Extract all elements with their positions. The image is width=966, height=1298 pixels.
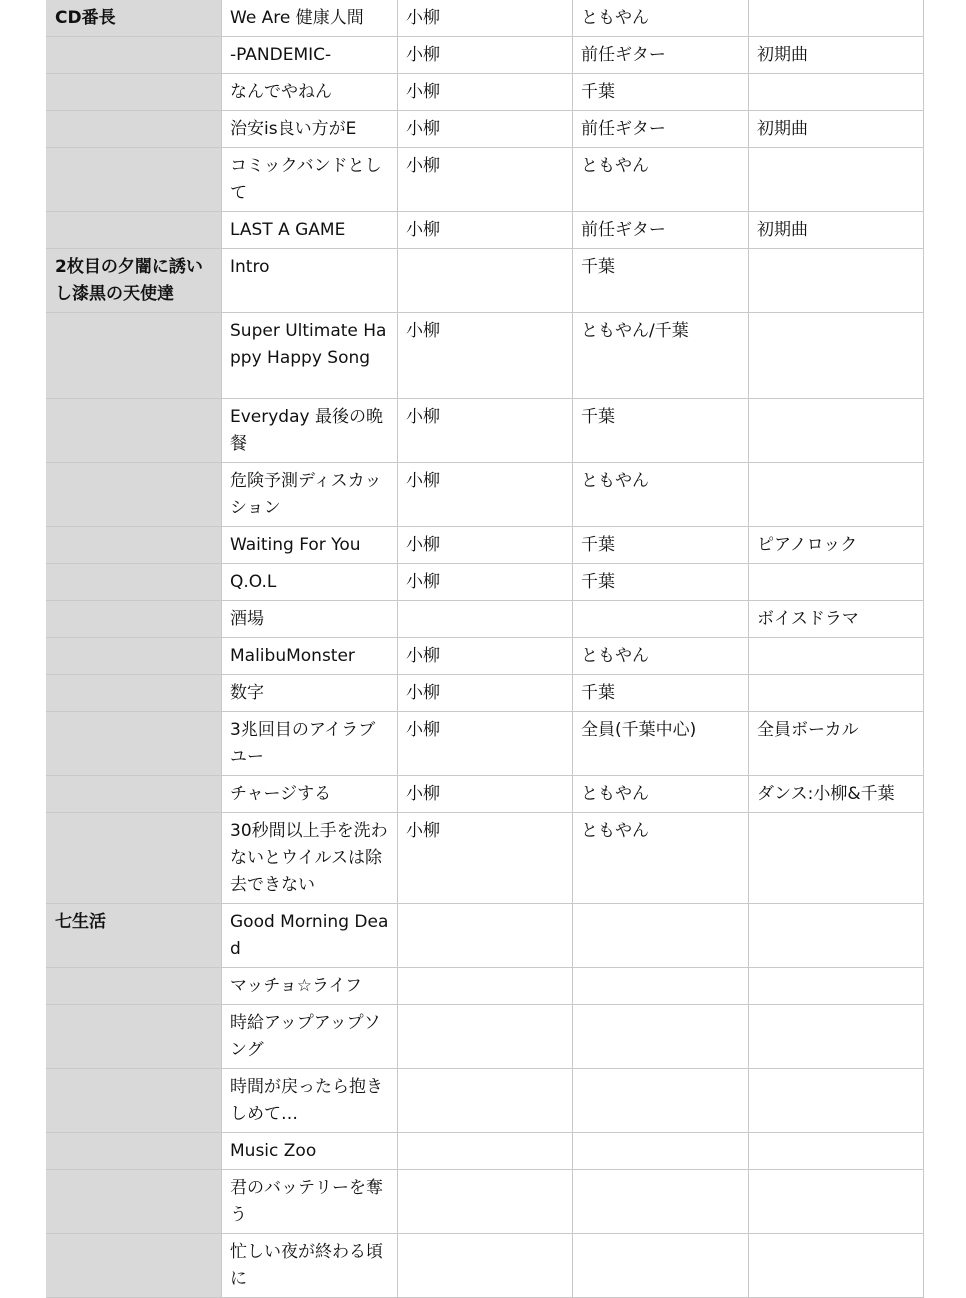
title-cell: Super Ultimate Happy Happy Song [222,313,398,399]
lyrics-cell: 小柳 [398,399,573,463]
table-row [47,463,924,527]
lyrics-cell: 小柳 [398,527,573,564]
lyrics-cell: 小柳 [398,313,573,399]
album-cell [47,74,222,111]
title-cell: Intro [222,249,398,313]
composer-cell: 千葉 [573,399,749,463]
table-row [47,148,924,212]
title-cell: 忙しい夜が終わる頃に [222,1234,398,1298]
note-cell [749,564,924,601]
note-cell [749,1133,924,1170]
note-cell [749,1170,924,1234]
album-cell [47,601,222,638]
composer-cell [573,1170,749,1234]
note-cell: 初期曲 [749,37,924,74]
table-row [47,712,924,776]
title-cell: チャージする [222,776,398,813]
lyrics-cell: 小柳 [398,37,573,74]
title-cell: なんでやねん [222,74,398,111]
album-cell [47,638,222,675]
note-cell [749,0,924,37]
note-cell [749,675,924,712]
table-row [47,313,924,399]
album-cell [47,1005,222,1069]
lyrics-cell [398,1170,573,1234]
table-row [47,249,924,313]
lyrics-cell [398,1005,573,1069]
table-row [47,399,924,463]
composer-cell: ともやん [573,463,749,527]
note-cell: ボイスドラマ [749,601,924,638]
title-cell: 危険予測ディスカッション [222,463,398,527]
title-cell: 数字 [222,675,398,712]
lyrics-cell: 小柳 [398,0,573,37]
table-row [47,776,924,813]
title-cell: Q.O.L [222,564,398,601]
title-cell: Waiting For You [222,527,398,564]
note-cell [749,904,924,968]
title-cell: 30秒間以上手を洗わないとウイルスは除去できない [222,813,398,904]
lyrics-cell: 小柳 [398,111,573,148]
note-cell [749,399,924,463]
album-cell [47,1234,222,1298]
album-cell: 2枚目の夕闇に誘いし漆黒の天使達 [47,249,222,313]
album-cell [47,712,222,776]
composer-cell: ともやん/千葉 [573,313,749,399]
title-cell: 3兆回目のアイラブユー [222,712,398,776]
lyrics-cell: 小柳 [398,564,573,601]
lyrics-cell [398,249,573,313]
note-cell: 初期曲 [749,212,924,249]
title-cell: 君のバッテリーを奪う [222,1170,398,1234]
composer-cell: ともやん [573,148,749,212]
table-row [47,904,924,968]
album-cell [47,813,222,904]
composer-cell: 千葉 [573,74,749,111]
table-row [47,1069,924,1133]
lyrics-cell: 小柳 [398,74,573,111]
note-cell: 全員ボーカル [749,712,924,776]
note-cell [749,313,924,399]
lyrics-cell [398,904,573,968]
note-cell [749,148,924,212]
composer-cell [573,1005,749,1069]
composer-cell [573,1069,749,1133]
album-cell [47,212,222,249]
song-table [46,0,924,1298]
album-cell [47,527,222,564]
lyrics-cell [398,1069,573,1133]
note-cell: ピアノロック [749,527,924,564]
composer-cell: ともやん [573,0,749,37]
lyrics-cell: 小柳 [398,148,573,212]
table-row [47,0,924,37]
album-cell [47,148,222,212]
table-row [47,1234,924,1298]
album-cell [47,968,222,1005]
note-cell [749,813,924,904]
composer-cell: 千葉 [573,527,749,564]
lyrics-cell [398,968,573,1005]
lyrics-cell: 小柳 [398,463,573,527]
lyrics-cell: 小柳 [398,813,573,904]
album-cell [47,564,222,601]
note-cell [749,463,924,527]
table-row [47,111,924,148]
album-cell: 七生活 [47,904,222,968]
lyrics-cell: 小柳 [398,675,573,712]
title-cell: 治安is良い方がE [222,111,398,148]
title-cell: Everyday 最後の晩餐 [222,399,398,463]
title-cell: MalibuMonster [222,638,398,675]
title-cell: LAST A GAME [222,212,398,249]
lyrics-cell: 小柳 [398,638,573,675]
table-row [47,74,924,111]
table-row [47,813,924,904]
table-row [47,1133,924,1170]
table-row [47,212,924,249]
title-cell: 時給アップアップソング [222,1005,398,1069]
table-row [47,37,924,74]
lyrics-cell: 小柳 [398,776,573,813]
title-cell: Music Zoo [222,1133,398,1170]
table-row [47,675,924,712]
title-cell: コミックバンドとして [222,148,398,212]
table-row [47,1005,924,1069]
composer-cell [573,968,749,1005]
composer-cell: ともやん [573,776,749,813]
note-cell [749,249,924,313]
song-table-body [47,0,924,1298]
album-cell: CD番長 [47,0,222,37]
composer-cell [573,1133,749,1170]
title-cell: 酒場 [222,601,398,638]
table-row [47,638,924,675]
title-cell: 時間が戻ったら抱きしめて… [222,1069,398,1133]
note-cell [749,968,924,1005]
composer-cell [573,601,749,638]
title-cell: We Are 健康人間 [222,0,398,37]
table-row [47,968,924,1005]
title-cell: マッチョ☆ライフ [222,968,398,1005]
composer-cell: 全員(千葉中心) [573,712,749,776]
title-cell: -PANDEMIC- [222,37,398,74]
album-cell [47,776,222,813]
note-cell [749,638,924,675]
composer-cell [573,1234,749,1298]
table-row [47,601,924,638]
album-cell [47,37,222,74]
album-cell [47,463,222,527]
note-cell [749,1234,924,1298]
album-cell [47,313,222,399]
album-cell [47,1170,222,1234]
composer-cell: ともやん [573,813,749,904]
composer-cell: 千葉 [573,249,749,313]
composer-cell: 前任ギター [573,111,749,148]
table-row [47,564,924,601]
album-cell [47,675,222,712]
album-cell [47,399,222,463]
lyrics-cell [398,1234,573,1298]
lyrics-cell [398,1133,573,1170]
composer-cell: 千葉 [573,675,749,712]
composer-cell: 前任ギター [573,212,749,249]
title-cell: Good Morning Dead [222,904,398,968]
album-cell [47,1133,222,1170]
note-cell [749,74,924,111]
note-cell [749,1005,924,1069]
note-cell: ダンス:小柳&千葉 [749,776,924,813]
album-cell [47,1069,222,1133]
lyrics-cell: 小柳 [398,212,573,249]
lyrics-cell: 小柳 [398,712,573,776]
composer-cell: 前任ギター [573,37,749,74]
album-cell [47,111,222,148]
table-row [47,527,924,564]
composer-cell: 千葉 [573,564,749,601]
table-row [47,1170,924,1234]
note-cell [749,1069,924,1133]
composer-cell [573,904,749,968]
composer-cell: ともやん [573,638,749,675]
note-cell: 初期曲 [749,111,924,148]
lyrics-cell [398,601,573,638]
